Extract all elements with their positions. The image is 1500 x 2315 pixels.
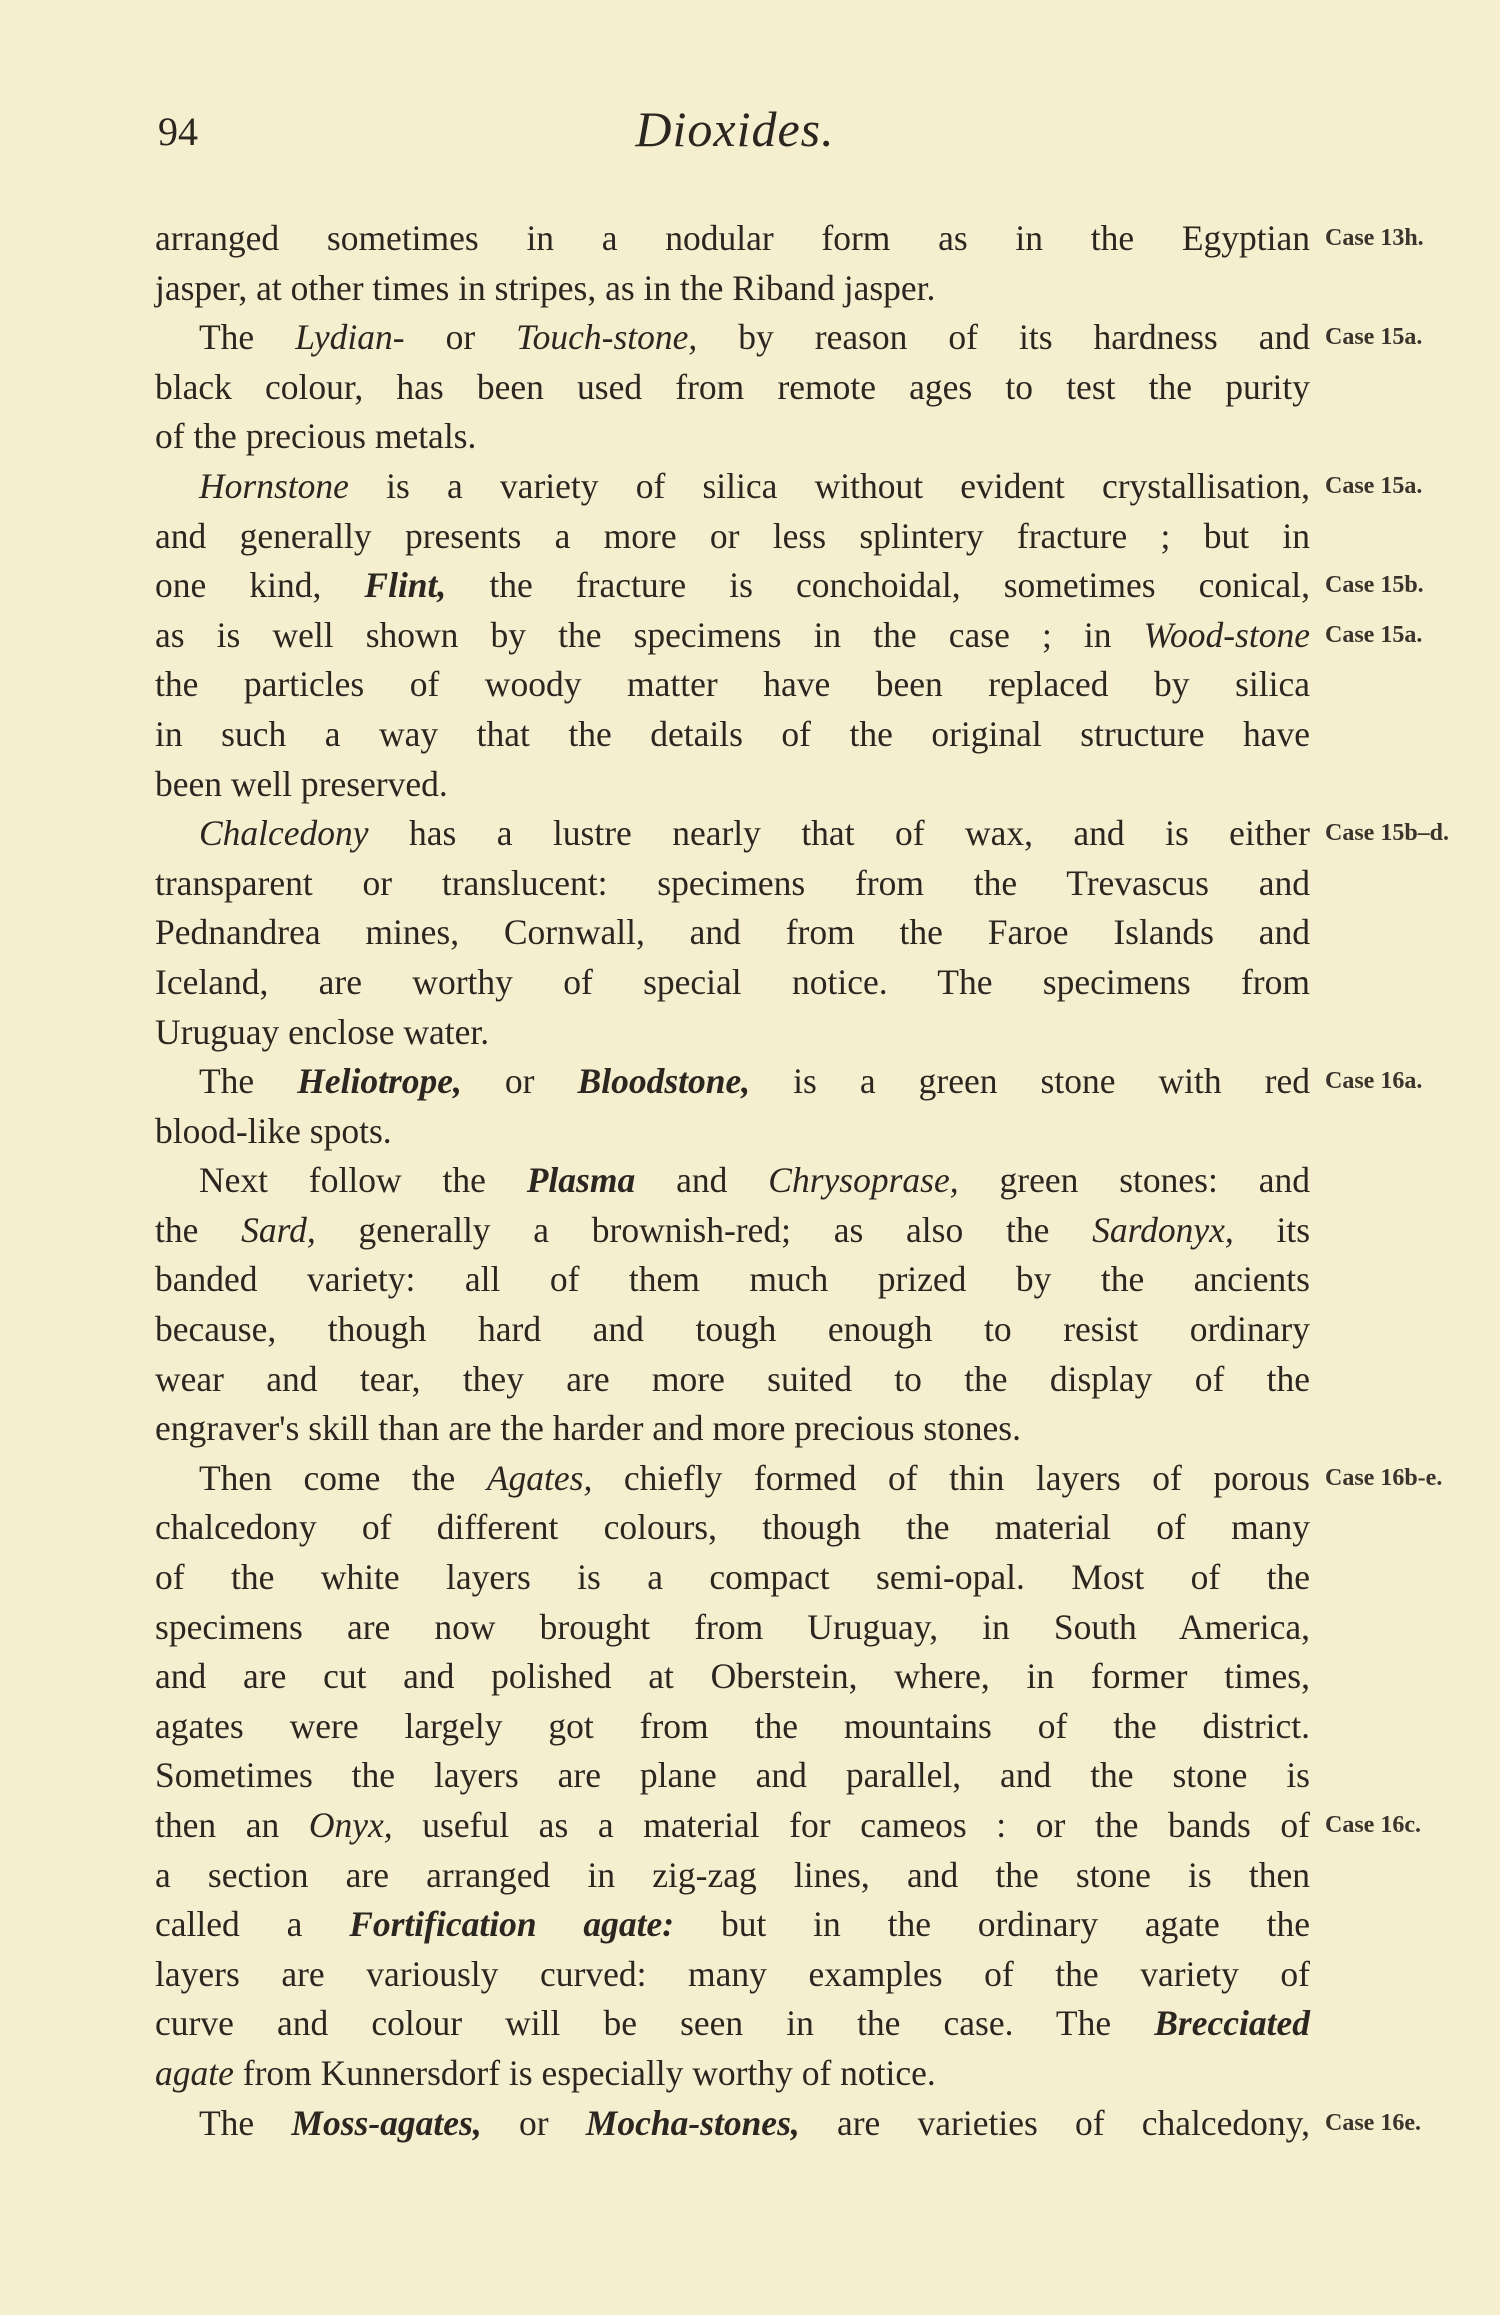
text-line <box>155 1454 1443 1504</box>
text-line <box>155 1751 1310 1801</box>
text-run: The <box>199 317 296 358</box>
text-run: in such a way that the details of the original structure have <box>155 713 1310 754</box>
body-text <box>155 214 1450 2148</box>
text-line <box>155 1156 1310 1206</box>
emphasized-term: Hornstone <box>199 465 349 506</box>
text-run: chalcedony of different colours, though the material of many <box>155 1507 1310 1548</box>
emphasized-term: Heliotrope, <box>297 1061 462 1102</box>
emphasized-term: Plasma <box>526 1160 636 1201</box>
text-run: specimens are now brought from Uruguay, in South America, <box>155 1606 1310 1647</box>
margin-note-case: Case 13h. <box>1325 225 1424 251</box>
text-run: Pednandrea mines, Cornwall, and from the Faroe Islands and <box>155 912 1310 953</box>
text-line <box>155 412 1310 462</box>
text-run: is a variety of silica without evident crystallisation, <box>348 465 1310 506</box>
emphasized-term: Onyx, <box>308 1805 393 1845</box>
text-run: has a lustre nearly that of wax, and is either <box>368 813 1310 854</box>
text-run: or <box>461 1061 578 1102</box>
emphasized-term: Touch-stone, <box>516 317 698 358</box>
text-run: blood-like spots. <box>155 1110 392 1151</box>
text-run: useful as a material for cameos : or the bands of <box>392 1805 1310 1845</box>
emphasized-term: Fortification agate: <box>349 1904 675 1945</box>
margin-note-case: Case 16b-e. <box>1325 1464 1443 1491</box>
text-line <box>155 1553 1310 1603</box>
margin-note-case: Case 15b. <box>1325 572 1424 599</box>
emphasized-term: agate <box>155 2052 234 2093</box>
text-run: or <box>404 317 517 358</box>
text-run: Iceland, are worthy of special notice. The specimens from <box>155 961 1310 1002</box>
text-run: green stones: and <box>958 1160 1310 1201</box>
text-run: chiefly formed of thin layers of porous <box>592 1457 1310 1498</box>
text-line <box>155 1999 1310 2049</box>
emphasized-term: Brecciated <box>1154 2003 1310 2044</box>
margin-note-case: Case 16e. <box>1325 2109 1421 2136</box>
text-line <box>155 214 1424 264</box>
text-run: Uruguay enclose water. <box>155 1011 490 1052</box>
emphasized-term: Wood-stone <box>1143 614 1310 655</box>
text-run: are varieties of chalcedony, <box>799 2102 1310 2143</box>
text-run: a section are arranged in zig-zag lines, and the stone is then <box>155 1854 1310 1895</box>
text-run: jasper, at other times in stripes, as in the Riband jasper. <box>155 267 936 308</box>
text-run: generally a brownish-red; as also the <box>315 1209 1093 1250</box>
emphasized-term: Flint, <box>364 565 447 606</box>
text-line <box>155 1008 1310 1058</box>
text-run: black colour, has been used from remote ages to test the purity <box>155 366 1310 407</box>
text-run: banded variety: all of them much prized by the ancients <box>155 1259 1310 1300</box>
text-line <box>155 561 1424 611</box>
text-line <box>155 710 1310 760</box>
emphasized-term: Moss-agates, <box>291 2102 482 2143</box>
emphasized-term: Sard, <box>241 1209 316 1250</box>
text-line <box>155 1652 1310 1702</box>
text-run: Sometimes the layers are plane and parallel, and the stone is <box>155 1755 1310 1796</box>
emphasized-term: Mocha-stones, <box>585 2102 800 2143</box>
text-run: by reason of its hardness and <box>697 317 1310 358</box>
text-line <box>155 958 1310 1008</box>
text-line <box>155 2099 1421 2149</box>
text-run: and are cut and polished at Oberstein, where, in former times, <box>155 1656 1310 1697</box>
text-line <box>155 660 1310 710</box>
text-run: and <box>635 1160 769 1201</box>
margin-note-case: Case 15b–d. <box>1325 820 1450 847</box>
margin-note-case: Case 16c. <box>1325 1812 1421 1838</box>
text-line <box>155 809 1450 859</box>
text-line <box>155 1900 1310 1950</box>
text-run: as is well shown by the specimens in the case ; in <box>155 614 1144 655</box>
text-run: and generally presents a more or less splintery fracture ; but in <box>155 515 1310 556</box>
text-line <box>155 1355 1310 1405</box>
text-run: the particles of woody matter have been replaced by silica <box>155 664 1310 705</box>
text-line <box>155 2049 1310 2099</box>
text-line <box>155 760 1310 810</box>
text-line <box>155 1503 1310 1553</box>
page-number: 94 <box>158 109 198 154</box>
text-line <box>155 1801 1421 1851</box>
text-line <box>155 859 1310 909</box>
text-run: of the white layers is a compact semi-opal. Most of the <box>155 1557 1310 1598</box>
text-line <box>155 611 1423 661</box>
text-run: been well preserved. <box>155 763 448 804</box>
text-run: curve and colour will be seen in the case. The <box>155 2003 1155 2044</box>
text-line <box>155 462 1423 512</box>
text-line <box>155 264 1310 314</box>
margin-note-case: Case 16a. <box>1325 1068 1423 1095</box>
text-line <box>155 1950 1310 2000</box>
emphasized-term: Chalcedony <box>199 813 369 854</box>
emphasized-term: Agates, <box>486 1457 593 1498</box>
text-run: from Kunnersdorf is especially worthy of notice. <box>233 2052 936 2093</box>
text-line <box>155 512 1310 562</box>
text-run: the fracture is conchoidal, sometimes conical, <box>446 565 1310 606</box>
text-run: of the precious metals. <box>155 416 477 457</box>
text-line <box>155 1206 1310 1256</box>
text-run: layers are variously curved: many examples of the variety of <box>155 1953 1310 1994</box>
text-line <box>155 1255 1310 1305</box>
text-run: engraver's skill than are the harder and more precious stones. <box>155 1408 1021 1449</box>
text-line <box>155 908 1310 958</box>
text-run: Next follow the <box>199 1160 527 1201</box>
text-line <box>155 1305 1310 1355</box>
margin-note-case: Case 15a. <box>1325 324 1423 351</box>
emphasized-term: Bloodstone, <box>577 1061 751 1102</box>
text-run: The <box>199 2102 292 2143</box>
text-run: because, though hard and tough enough to resist ordinary <box>155 1309 1310 1350</box>
text-line <box>155 1851 1310 1901</box>
margin-note-case: Case 15a. <box>1325 621 1423 648</box>
text-run: then an <box>155 1805 309 1845</box>
margin-note-case: Case 15a. <box>1325 472 1423 499</box>
text-line <box>155 1404 1310 1454</box>
emphasized-term: Lydian- <box>295 317 405 358</box>
text-run: or <box>481 2102 586 2143</box>
text-run: The <box>199 1061 298 1102</box>
text-run: one kind, <box>155 565 365 606</box>
running-title: Dioxides. <box>635 101 835 157</box>
text-run: arranged sometimes in a nodular form as in the Egyptian <box>155 218 1310 258</box>
text-run: wear and tear, they are more suited to the display of the <box>155 1358 1310 1399</box>
text-run: but in the ordinary agate the <box>674 1904 1310 1945</box>
text-run: is a green stone with red <box>750 1061 1310 1102</box>
text-run: Then come the <box>199 1457 487 1498</box>
text-line <box>155 1107 1310 1157</box>
text-line <box>155 313 1423 363</box>
text-run: agates were largely got from the mountains of the district. <box>155 1705 1310 1746</box>
emphasized-term: Sardonyx, <box>1092 1209 1234 1250</box>
emphasized-term: Chrysoprase, <box>768 1160 959 1201</box>
text-line <box>155 363 1310 413</box>
text-run: its <box>1233 1209 1311 1250</box>
text-line <box>155 1603 1310 1653</box>
text-run: the <box>155 1209 242 1250</box>
text-line <box>155 1702 1310 1752</box>
text-run: transparent or translucent: specimens from the Trevascus and <box>155 862 1310 903</box>
text-run: called a <box>155 1904 350 1945</box>
text-line <box>155 1057 1423 1107</box>
